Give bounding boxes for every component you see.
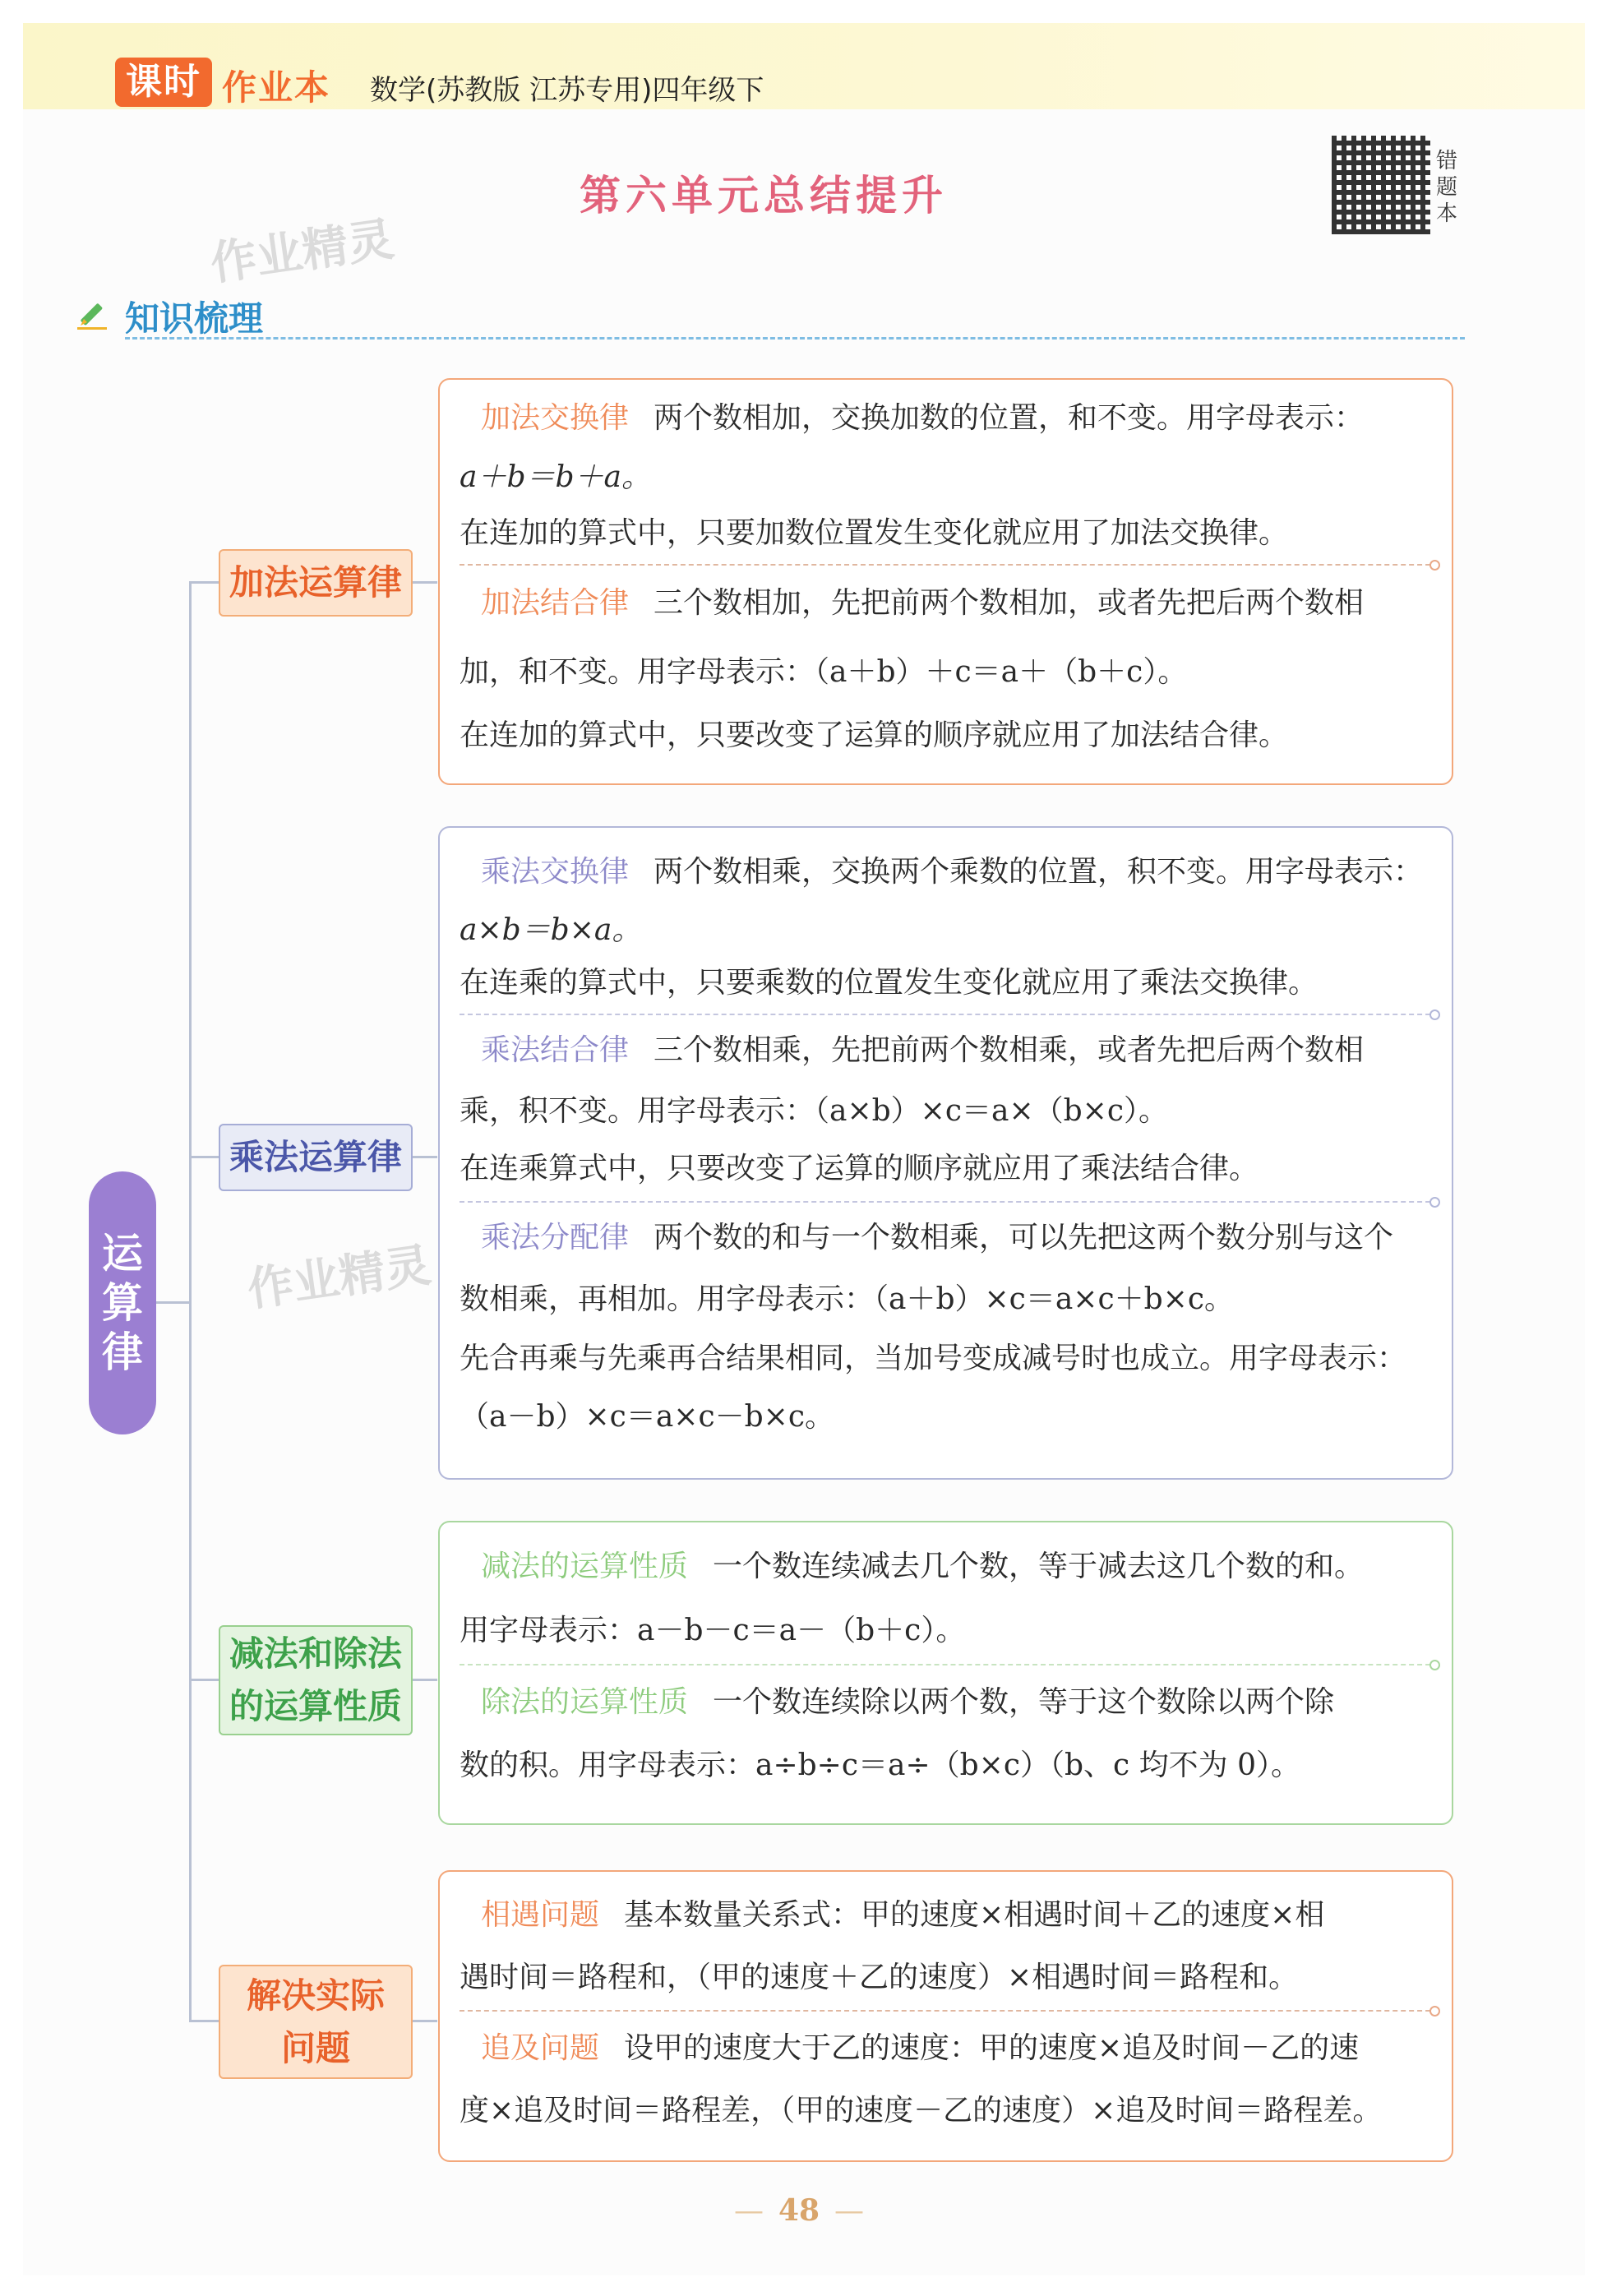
law-item (460, 569, 1432, 765)
law-text: 数的积。用字母表示：a÷b÷c＝a÷（b×c）（b、c 均不为 0）。 (460, 1749, 1300, 1782)
law-term: 加法结合律 (481, 586, 630, 620)
tree-connector (411, 1156, 437, 1158)
brand-logo: 课时 (115, 58, 212, 107)
tree-connector (411, 2020, 437, 2022)
watermark: 作业精灵 (244, 1238, 435, 1318)
law-text: 度×追及时间＝路程差，（甲的速度－乙的速度）×追及时间＝路程差。 (460, 2094, 1383, 2127)
tree-connector (189, 1679, 220, 1681)
dashed-divider (460, 564, 1439, 566)
tree-connector (411, 581, 437, 584)
law-text: 乘，积不变。用字母表示：（a×b）×c＝a×（b×c）。 (460, 1094, 1168, 1128)
addition-laws-box (438, 378, 1453, 785)
sub-div-properties-box (438, 1521, 1453, 1825)
law-term: 减法的运算性质 (481, 1550, 689, 1583)
branch-label: 解决实际 (246, 1975, 385, 2016)
tree-connector (411, 1679, 437, 1681)
book-title: 数学(苏教版 江苏专用)四年级下 (370, 74, 764, 107)
branch-label: 减法和除法 (229, 1633, 402, 1674)
qr-code-icon[interactable] (1332, 136, 1430, 234)
branch-label: 乘法运算律 (229, 1137, 402, 1177)
dashed-divider (460, 2010, 1439, 2012)
section-heading: 知识梳理 (125, 298, 264, 339)
law-text: 在连乘算式中，只要改变了运算的顺序就应用了乘法结合律。 (460, 1152, 1259, 1185)
law-term: 追及问题 (481, 2031, 600, 2065)
pencil-icon (74, 294, 112, 332)
law-text: 先合再乘与先乘再合结果相同，当加号变成减号时也成立。用字母表示： (460, 1342, 1407, 1375)
law-text: 在连加的算式中，只要加数位置发生变化就应用了加法交换律。 (460, 516, 1289, 550)
branch-label: 问题 (280, 2027, 350, 2068)
root-node (89, 1171, 156, 1434)
law-term: 乘法结合律 (481, 1033, 630, 1067)
law-term: 乘法分配律 (481, 1221, 630, 1254)
law-text: 两个数的和与一个数相乘，可以先把这两个数分别与这个 (654, 1221, 1394, 1254)
tree-connector (156, 1301, 189, 1304)
branch-label: 加法运算律 (229, 562, 402, 603)
law-item (460, 839, 1432, 1010)
law-term: 除法的运算性质 (481, 1685, 689, 1719)
law-text: 在连乘的算式中，只要乘数的位置发生变化就应用了乘法交换律。 (460, 966, 1319, 1000)
law-text: 三个数相加，先把前两个数相加，或者先把后两个数相 (654, 586, 1365, 620)
law-item (460, 1532, 1432, 1661)
law-term: 加法交换律 (481, 401, 630, 435)
dashed-divider (460, 1014, 1439, 1015)
tree-connector (189, 2020, 220, 2022)
qr-label: 错题本 (1436, 149, 1458, 226)
branch-sub-div-properties (219, 1625, 413, 1735)
law-text: 三个数相乘，先把前两个数相乘，或者先把后两个数相 (654, 1033, 1365, 1067)
law-text: 两个数相乘，交换两个乘数的位置，积不变。用字母表示： (654, 855, 1424, 889)
law-item (460, 2015, 1432, 2140)
branch-label: 的运算性质 (229, 1686, 402, 1726)
page-number (0, 2193, 1598, 2228)
law-text: 用字母表示：a－b－c＝a－（b＋c）。 (460, 1614, 966, 1647)
dashed-divider (460, 1201, 1439, 1203)
law-text: （a－b）×c＝a×c－b×c。 (460, 1400, 834, 1434)
root-char: 算 (102, 1279, 143, 1327)
law-text: 遇时间＝路程和，（甲的速度＋乙的速度）×相遇时间＝路程和。 (460, 1961, 1299, 1994)
section-divider (125, 337, 1465, 340)
tree-connector (189, 1156, 220, 1158)
law-item (460, 388, 1432, 561)
page-number-text: 48 (778, 2193, 820, 2228)
law-term: 相遇问题 (481, 1898, 600, 1932)
tree-trunk (189, 581, 192, 2021)
law-item (460, 1669, 1432, 1795)
tree-connector (189, 581, 220, 584)
law-text: 数相乘，再相加。用字母表示：（a＋b）×c＝a×c＋b×c。 (460, 1282, 1234, 1316)
law-text: 加，和不变。用字母表示：（a＋b）＋c＝a＋（b＋c）。 (460, 655, 1188, 689)
law-text: a＋b＝b＋a。 (460, 460, 652, 494)
law-item (460, 1019, 1432, 1198)
law-term: 乘法交换律 (481, 855, 630, 889)
law-item (460, 1206, 1432, 1446)
root-char: 运 (102, 1230, 143, 1277)
law-text: 在连加的算式中，只要改变了运算的顺序就应用了加法结合律。 (460, 718, 1289, 752)
branch-multiplication-laws (219, 1124, 413, 1191)
law-item (460, 1882, 1432, 2007)
brand-name: 作业本 (222, 67, 331, 108)
law-text: 一个数连续减去几个数，等于减去这几个数的和。 (713, 1550, 1365, 1583)
law-text: 两个数相加，交换加数的位置，和不变。用字母表示： (654, 401, 1365, 435)
dashed-divider (460, 1664, 1439, 1665)
law-text: a×b＝b×a。 (460, 913, 642, 947)
page-title: 第六单元总结提升 (580, 172, 948, 219)
branch-practical-problems (219, 1965, 413, 2079)
watermark: 作业精灵 (207, 212, 398, 292)
branch-addition-laws (219, 549, 413, 617)
law-text: 一个数连续除以两个数，等于这个数除以两个除 (713, 1685, 1335, 1719)
law-text: 基本数量关系式：甲的速度×相遇时间＋乙的速度×相 (624, 1898, 1325, 1932)
root-char: 律 (102, 1328, 143, 1376)
law-text: 设甲的速度大于乙的速度：甲的速度×追及时间－乙的速 (624, 2031, 1360, 2065)
practical-problems-box (438, 1870, 1453, 2162)
multiplication-laws-box (438, 826, 1453, 1480)
